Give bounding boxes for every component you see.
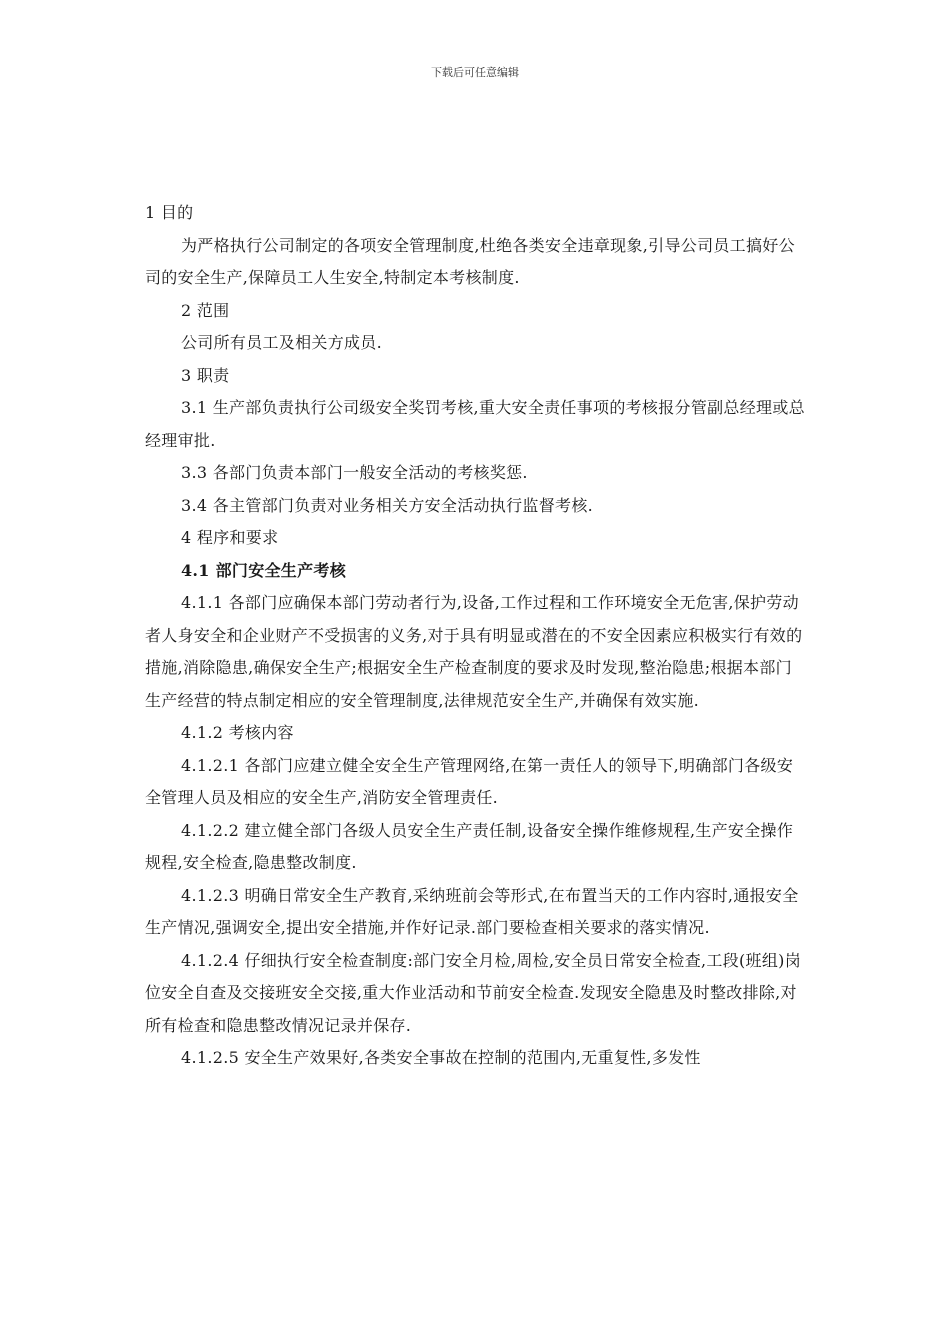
paragraph-4-1-2-3: 4.1.2.3 明确日常安全生产教育,采纳班前会等形式,在布置当天的工作内容时,通报安全生产情况,强调安全,提出安全措施,并作好记录.部门要检查相关要求的落实情况.	[145, 885, 799, 937]
paragraph-3-3: 3.3 各部门负责本部门一般安全活动的考核奖惩.	[181, 463, 528, 482]
subsection-heading-4-1-2: 4.1.2 考核内容	[181, 723, 294, 742]
paragraph-4-1-2-1: 4.1.2.1 各部门应建立健全安全生产管理网络,在第一责任人的领导下,明确部门各级安全管理人员及相应的安全生产,消防安全管理责任.	[145, 755, 794, 807]
paragraph-3-1: 3.1 生产部负责执行公司级安全奖罚考核,重大安全责任事项的考核报分管副总经理或总经理审批.	[145, 398, 805, 450]
paragraph-3-4: 3.4 各主管部门负责对业务相关方安全活动执行监督考核.	[181, 495, 594, 515]
paragraph-4-1-1: 4.1.1 各部门应确保本部门劳动者行为,设备,工作过程和工作环境安全无危害,保护劳动者人身安全和企业财产不受损害的义务,对于具有明显或潜在的不安全因素应积极实行有效的措施,消除隐患,确保安全生产;根据安全生产检查制度的要求及时发现,整治隐患;根据本部门生产经营的特点制定相应的安全管理制度,法律规范安全生产,并确保有效实施.	[145, 593, 803, 710]
subsection-heading-4-1: 4.1 部门安全生产考核	[181, 560, 347, 580]
section-heading-2: 2 范围	[181, 300, 230, 320]
paragraph-scope: 公司所有员工及相关方成员.	[181, 333, 382, 352]
document-body	[145, 197, 805, 1075]
section-heading-3: 3 职责	[181, 365, 230, 385]
paragraph-purpose: 为严格执行公司制定的各项安全管理制度,杜绝各类安全违章现象,引导公司员工搞好公司的安全生产,保障员工人生安全,特制定本考核制度.	[145, 235, 795, 287]
section-heading-4: 4 程序和要求	[181, 528, 279, 547]
paragraph-4-1-2-5: 4.1.2.5 安全生产效果好,各类安全事故在控制的范围内,无重复性,多发性	[181, 1048, 701, 1067]
section-heading-1: 1 目的	[145, 203, 194, 222]
paragraph-4-1-2-4: 4.1.2.4 仔细执行安全检查制度:部门安全月检,周检,安全员日常安全检查,工段(班组)岗位安全自查及交接班安全交接,重大作业活动和节前安全检查.发现安全隐患及时整改排除,对所有检查和隐患整改情况记录并保存.	[145, 950, 801, 1035]
paragraph-4-1-2-2: 4.1.2.2 建立健全部门各级人员安全生产责任制,设备安全操作维修规程,生产安全操作规程,安全检查,隐患整改制度.	[145, 820, 794, 872]
page-header: 下载后可任意编辑	[431, 66, 519, 79]
